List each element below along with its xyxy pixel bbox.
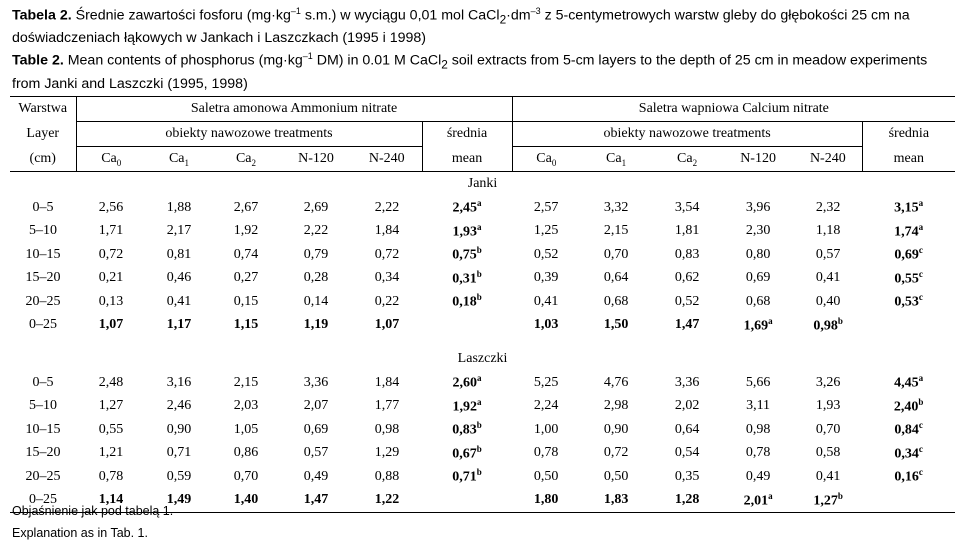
- ammonium-value-cell: 0,72: [98, 246, 124, 262]
- ammonium-value-cell: 0,34: [374, 270, 400, 286]
- significance-letter: b: [476, 443, 482, 454]
- calcium-value-cell: 2,30: [745, 223, 771, 239]
- significance-letter: c: [918, 467, 923, 478]
- significance-letter: b: [837, 315, 843, 326]
- significance-letter: c: [918, 420, 923, 431]
- header-treatment-calcium-4: [794, 147, 862, 172]
- treatment-subscript: 2: [692, 157, 698, 168]
- treatment-code: N-240: [368, 151, 405, 166]
- header-mean-en-ammonium: mean: [422, 147, 512, 172]
- calcium-value-cell: 0,64: [603, 270, 629, 286]
- calcium-value-cell: 0,49: [745, 468, 771, 484]
- value-text: 2,01: [743, 493, 769, 509]
- calcium-value-cell: 2,15: [603, 223, 629, 239]
- ammonium-value-cell: 0,88: [374, 468, 400, 484]
- calcium-total-cell: [794, 489, 862, 513]
- calcium-value-cell: 0,83: [674, 246, 700, 262]
- caption-text-polish-a: Średnie zawartości fosforu (mg·kg: [71, 7, 291, 24]
- ammonium-value-cell: 1,92: [233, 223, 259, 239]
- ammonium-value-cell: 0,86: [233, 445, 259, 461]
- calcium-value-cell: 1,81: [674, 223, 700, 239]
- caption-text-polish-c: ·dm: [506, 7, 531, 24]
- value-text: 0,53: [894, 295, 919, 311]
- value-text: 4,45: [894, 376, 919, 392]
- significance-letter: a: [477, 198, 482, 209]
- treatment-subscript: 1: [621, 157, 627, 168]
- ammonium-value-cell: 1,29: [374, 445, 400, 461]
- calcium-value-cell: 0,52: [533, 246, 559, 262]
- group-title: Laszczki: [457, 351, 508, 366]
- ammonium-total-cell: 1,49: [146, 489, 212, 513]
- table-row: [10, 220, 955, 244]
- ammonium-value-cell: 2,15: [233, 374, 259, 390]
- header-mean-en-calcium: mean: [862, 147, 955, 172]
- ammonium-mean-cell: [422, 371, 512, 395]
- value-text: 0,31: [452, 271, 477, 287]
- value-text: 1,83: [603, 492, 629, 508]
- ammonium-value-cell: 0,69: [303, 421, 329, 437]
- significance-letter: c: [918, 268, 923, 279]
- significance-letter: b: [918, 396, 924, 407]
- ammonium-value-cell: 1,71: [98, 223, 124, 239]
- ammonium-value-cell: 0,57: [303, 445, 329, 461]
- calcium-value-cell: 3,32: [603, 199, 629, 215]
- value-text: 1,28: [674, 492, 700, 508]
- ammonium-mean-cell: [422, 418, 512, 442]
- ammonium-value-cell: 0,98: [374, 421, 400, 437]
- calcium-value-cell: 1,00: [533, 421, 559, 437]
- calcium-value-cell: 0,78: [533, 445, 559, 461]
- calcium-total-cell: [652, 314, 722, 338]
- ammonium-value-cell: 1,77: [374, 398, 400, 414]
- significance-letter: c: [918, 443, 923, 454]
- header-treatment-calcium-3: [722, 147, 794, 172]
- group-title: Janki: [467, 176, 498, 191]
- treatment-code: Ca: [536, 150, 552, 166]
- ammonium-total-mean-empty: [422, 489, 512, 513]
- ammonium-value-cell: 1,27: [98, 398, 124, 414]
- value-text: 0,69: [894, 248, 919, 264]
- calcium-value-cell: 3,26: [815, 374, 841, 390]
- ammonium-value-cell: 0,15: [233, 293, 259, 309]
- calcium-value-cell: 0,68: [603, 293, 629, 309]
- header-treatment-calcium-2: [652, 147, 722, 172]
- note-english: Explanation as in Tab. 1.: [12, 526, 148, 540]
- calcium-value-cell: 0,80: [745, 246, 771, 262]
- significance-letter: a: [918, 198, 924, 209]
- value-text: 3,15: [894, 201, 919, 217]
- ammonium-value-cell: 0,90: [166, 421, 192, 437]
- calcium-value-cell: 0,39: [533, 270, 559, 286]
- treatment-code: N-240: [809, 151, 846, 166]
- treatment-code: N-120: [298, 151, 334, 166]
- significance-letter: a: [918, 221, 924, 232]
- table-caption-polish: [12, 2, 956, 47]
- significance-letter: b: [476, 245, 482, 256]
- header-treatment-ammonium-1: [146, 147, 212, 172]
- ammonium-total-cell: 1,07: [374, 317, 400, 333]
- ammonium-value-cell: 3,36: [303, 374, 329, 390]
- ammonium-value-cell: 1,84: [374, 223, 400, 239]
- ammonium-mean-cell: [422, 220, 512, 244]
- calcium-value-cell: 4,76: [603, 374, 629, 390]
- ammonium-total-cell: 1,14: [76, 489, 146, 513]
- ammonium-value-cell: 0,78: [98, 468, 124, 484]
- ammonium-value-cell: 0,41: [166, 293, 192, 309]
- significance-letter: a: [768, 315, 773, 326]
- header-group-calcium: Saletra wapniowa Calcium nitrate: [512, 97, 955, 122]
- ammonium-mean-cell: [422, 243, 512, 267]
- significance-letter: a: [477, 396, 482, 407]
- calcium-total-cell: [512, 489, 580, 513]
- calcium-value-cell: 0,72: [603, 445, 629, 461]
- layer-cell: 0–5: [32, 374, 54, 390]
- header-mean-pl-calcium: średnia: [888, 126, 930, 142]
- header-treatment-calcium-0: [512, 147, 580, 172]
- table-body: [10, 97, 955, 513]
- calcium-value-cell: 0,70: [815, 421, 841, 437]
- table-row: [10, 442, 955, 466]
- value-text: 1,50: [603, 317, 629, 333]
- ammonium-mean-cell: [422, 442, 512, 466]
- calcium-value-cell: 0,57: [815, 246, 841, 262]
- ammonium-value-cell: 2,07: [303, 398, 329, 414]
- calcium-value-cell: 2,02: [674, 398, 700, 414]
- spacer-cell: [10, 337, 955, 347]
- value-text: 0,84: [894, 423, 919, 439]
- calcium-value-cell: 2,98: [603, 398, 629, 414]
- value-text: 0,16: [894, 470, 919, 486]
- ammonium-value-cell: 0,46: [166, 270, 192, 286]
- value-text: 0,75: [452, 248, 477, 264]
- ammonium-value-cell: 0,27: [233, 270, 259, 286]
- ammonium-total-cell: 1,17: [166, 317, 192, 333]
- calcium-mean-cell: [862, 465, 955, 489]
- ammonium-value-cell: 0,22: [374, 293, 400, 309]
- calcium-value-cell: 0,90: [603, 421, 629, 437]
- caption-subscript-english: 2: [441, 57, 448, 72]
- calcium-value-cell: 1,18: [815, 223, 841, 239]
- header-treatment-calcium-1: [580, 147, 652, 172]
- calcium-value-cell: 1,93: [815, 398, 841, 414]
- ammonium-value-cell: 2,56: [98, 199, 124, 215]
- significance-letter: b: [476, 268, 482, 279]
- ammonium-value-cell: 2,22: [374, 199, 400, 215]
- header-layer-unit: (cm): [10, 147, 76, 172]
- calcium-value-cell: 3,96: [745, 199, 771, 215]
- table-row: [10, 243, 955, 267]
- table-row: [10, 196, 955, 220]
- calcium-mean-cell: [862, 267, 955, 291]
- ammonium-value-cell: 0,72: [374, 246, 400, 262]
- header-treatment-ammonium-2: [212, 147, 280, 172]
- calcium-total-cell: [580, 314, 652, 338]
- treatment-code: Ca: [235, 150, 252, 166]
- ammonium-value-cell: 3,16: [166, 374, 192, 390]
- layer-cell: 0–5: [32, 199, 54, 215]
- ammonium-value-cell: 2,46: [166, 398, 192, 414]
- header-layer-en: Layer: [10, 122, 76, 147]
- table-notes: [12, 500, 173, 544]
- ammonium-mean-cell: [422, 267, 512, 291]
- ammonium-total-cell: 1,47: [280, 489, 352, 513]
- significance-letter: a: [477, 221, 482, 232]
- calcium-mean-cell: [862, 290, 955, 314]
- caption-superscript-polish-2: –3: [530, 6, 541, 16]
- header-treatment-ammonium-3: [280, 147, 352, 172]
- table-row: [10, 395, 955, 419]
- table-caption-english: [12, 47, 956, 94]
- value-text: 1,47: [674, 317, 700, 333]
- ammonium-value-cell: 1,05: [233, 421, 259, 437]
- calcium-value-cell: 0,41: [533, 293, 559, 309]
- caption-text-polish-d: z 5-centymetrowych warstw gleby do głębokości 25 cm na doświadczeniach łąkowych w Jankach i Laszczkach (1995 i 1998): [12, 7, 910, 46]
- ammonium-value-cell: 0,49: [303, 468, 329, 484]
- calcium-value-cell: 0,69: [745, 270, 771, 286]
- header-layer-pl: Warstwa: [10, 97, 76, 122]
- significance-letter: a: [768, 490, 773, 501]
- value-text: 1,27: [813, 493, 838, 509]
- calcium-value-cell: 0,62: [674, 270, 700, 286]
- layer-cell: 5–10: [29, 223, 57, 239]
- calcium-mean-cell: [862, 243, 955, 267]
- layer-cell: 5–10: [29, 398, 57, 414]
- header-row-3: [10, 147, 955, 172]
- treatment-subscript: 0: [116, 157, 122, 168]
- calcium-value-cell: 1,25: [533, 223, 559, 239]
- layer-cell: 20–25: [25, 468, 61, 484]
- value-text: 0,34: [894, 446, 919, 462]
- calcium-mean-cell: [862, 418, 955, 442]
- caption-text-english-c: soil extracts from 5-cm layers to the depth of 25 cm in meadow experiments from Janki and Laszczki (1995, 1998): [12, 52, 928, 92]
- treatment-subscript: 0: [551, 157, 557, 168]
- treatment-subscript: 1: [184, 157, 190, 168]
- note-polish: Objaśnienie jak pod tabelą 1.: [12, 504, 174, 518]
- total-row: [10, 314, 955, 338]
- caption-superscript-english: –1: [302, 51, 313, 61]
- treatment-code: Ca: [606, 150, 622, 166]
- calcium-value-cell: 0,41: [815, 270, 841, 286]
- value-text: 1,93: [452, 224, 478, 240]
- value-text: 0,67: [452, 446, 477, 462]
- calcium-total-cell: [794, 314, 862, 338]
- ammonium-value-cell: 2,69: [303, 199, 329, 215]
- header-mean-pl-ammonium: średnia: [422, 122, 512, 147]
- calcium-mean-cell: [862, 395, 955, 419]
- ammonium-total-cell: 1,07: [98, 317, 124, 333]
- calcium-total-mean-empty: [862, 314, 955, 338]
- caption-text-english-b: DM) in 0.01 M CaCl: [312, 52, 442, 69]
- ammonium-value-cell: 1,21: [98, 445, 124, 461]
- caption-text-polish-b: s.m.) w wyciągu 0,01 mol CaCl: [300, 7, 500, 24]
- ammonium-value-cell: 0,55: [98, 421, 124, 437]
- group-title-row: [10, 347, 955, 371]
- spacer-row: [10, 337, 955, 347]
- calcium-value-cell: 0,68: [745, 293, 771, 309]
- calcium-total-mean-empty: [862, 489, 955, 513]
- calcium-value-cell: 2,32: [815, 199, 841, 215]
- ammonium-value-cell: 0,21: [98, 270, 124, 286]
- significance-letter: b: [476, 292, 482, 303]
- ammonium-mean-cell: [422, 290, 512, 314]
- ammonium-value-cell: 0,14: [303, 293, 329, 309]
- table-row: [10, 418, 955, 442]
- header-row-1: [10, 97, 955, 122]
- phosphorus-table: [10, 96, 955, 513]
- value-text: 0,55: [894, 271, 919, 287]
- calcium-value-cell: 3,11: [746, 398, 771, 414]
- ammonium-value-cell: 0,74: [233, 246, 259, 262]
- value-text: 0,98: [813, 318, 838, 334]
- calcium-mean-cell: [862, 220, 955, 244]
- layer-cell: 20–25: [25, 293, 61, 309]
- ammonium-mean-cell: [422, 465, 512, 489]
- header-group-ammonium: Saletra amonowa Ammonium nitrate: [76, 97, 512, 122]
- calcium-value-cell: 0,98: [745, 421, 771, 437]
- value-text: 1,80: [533, 492, 559, 508]
- ammonium-mean-cell: [422, 196, 512, 220]
- calcium-value-cell: 0,35: [674, 468, 700, 484]
- ammonium-value-cell: 0,28: [303, 270, 329, 286]
- calcium-value-cell: 0,70: [603, 246, 629, 262]
- value-text: 1,92: [452, 399, 478, 415]
- treatment-code: Ca: [677, 150, 693, 166]
- ammonium-total-mean-empty: [422, 314, 512, 338]
- significance-letter: c: [918, 292, 923, 303]
- ammonium-value-cell: 1,84: [374, 374, 400, 390]
- value-text: 1,69: [743, 318, 769, 334]
- treatment-subscript: 2: [251, 157, 257, 168]
- calcium-value-cell: 2,57: [533, 199, 559, 215]
- significance-letter: a: [918, 373, 924, 384]
- ammonium-total-cell: 1,40: [212, 489, 280, 513]
- ammonium-value-cell: 2,17: [166, 223, 192, 239]
- calcium-value-cell: 0,64: [674, 421, 700, 437]
- ammonium-value-cell: 0,81: [166, 246, 192, 262]
- table-row: [10, 465, 955, 489]
- calcium-mean-cell: [862, 196, 955, 220]
- layer-cell: 0–25: [29, 317, 57, 333]
- ammonium-value-cell: 0,79: [303, 246, 329, 262]
- header-treatments-ammonium: obiekty nawozowe treatments: [76, 122, 422, 147]
- significance-letter: c: [918, 245, 923, 256]
- calcium-total-cell: [722, 489, 794, 513]
- value-text: 2,40: [893, 399, 919, 415]
- value-text: 0,18: [452, 295, 477, 311]
- calcium-value-cell: 0,78: [745, 445, 771, 461]
- calcium-mean-cell: [862, 371, 955, 395]
- caption-text-english-a: Mean contents of phosphorus (mg·kg: [63, 52, 303, 69]
- calcium-value-cell: 0,50: [533, 468, 559, 484]
- layer-cell: 15–20: [25, 270, 61, 286]
- treatment-code: N-120: [740, 151, 776, 166]
- value-text: 2,60: [452, 376, 478, 392]
- value-text: 1,74: [894, 224, 919, 240]
- ammonium-value-cell: 0,70: [233, 468, 259, 484]
- calcium-value-cell: 0,58: [815, 445, 841, 461]
- ammonium-value-cell: 2,03: [233, 398, 259, 414]
- caption-label-polish: Tabela 2.: [12, 7, 72, 24]
- header-treatment-ammonium-4: [352, 147, 422, 172]
- ammonium-total-cell: 1,15: [233, 317, 259, 333]
- ammonium-total-cell: 1,19: [303, 317, 329, 333]
- header-treatment-ammonium-0: [76, 147, 146, 172]
- header-treatments-calcium: obiekty nawozowe treatments: [512, 122, 862, 147]
- ammonium-value-cell: 2,22: [303, 223, 329, 239]
- calcium-value-cell: 0,52: [674, 293, 700, 309]
- calcium-total-cell: [580, 489, 652, 513]
- ammonium-value-cell: 0,71: [166, 445, 192, 461]
- table-row: [10, 371, 955, 395]
- caption-subscript-polish: 2: [499, 12, 507, 27]
- calcium-value-cell: 5,25: [533, 374, 559, 390]
- value-text: 1,03: [533, 317, 559, 333]
- treatment-code: Ca: [101, 150, 117, 166]
- ammonium-total-cell: 1,22: [352, 489, 422, 513]
- value-text: 0,83: [452, 423, 477, 439]
- calcium-mean-cell: [862, 442, 955, 466]
- value-text: 2,45: [452, 201, 478, 217]
- calcium-value-cell: 0,40: [815, 293, 841, 309]
- significance-letter: a: [477, 373, 482, 384]
- significance-letter: b: [837, 490, 843, 501]
- layer-cell: 10–15: [25, 421, 61, 437]
- ammonium-value-cell: 2,48: [98, 374, 124, 390]
- calcium-value-cell: 5,66: [745, 374, 771, 390]
- group-title-row: [10, 172, 955, 197]
- table-row: [10, 267, 955, 291]
- caption-label-english: Table 2.: [12, 52, 64, 69]
- calcium-value-cell: 2,24: [533, 398, 559, 414]
- ammonium-value-cell: 2,67: [233, 199, 259, 215]
- calcium-value-cell: 0,50: [603, 468, 629, 484]
- header-row-2: [10, 122, 955, 147]
- layer-cell: 15–20: [25, 445, 61, 461]
- value-text: 0,71: [452, 470, 477, 486]
- significance-letter: b: [476, 420, 482, 431]
- calcium-value-cell: 0,41: [815, 468, 841, 484]
- significance-letter: b: [476, 467, 482, 478]
- ammonium-value-cell: 0,13: [98, 293, 124, 309]
- calcium-value-cell: 3,36: [674, 374, 700, 390]
- table-row: [10, 290, 955, 314]
- treatment-code: Ca: [168, 150, 185, 166]
- calcium-total-cell: [722, 314, 794, 338]
- calcium-value-cell: 3,54: [674, 199, 700, 215]
- calcium-total-cell: [652, 489, 722, 513]
- calcium-value-cell: 0,54: [674, 445, 700, 461]
- ammonium-mean-cell: [422, 395, 512, 419]
- calcium-total-cell: [512, 314, 580, 338]
- ammonium-value-cell: 1,88: [166, 199, 192, 215]
- layer-cell: 0–25: [10, 489, 76, 513]
- caption-superscript-polish: –1: [290, 6, 301, 16]
- layer-cell: 10–15: [25, 246, 61, 262]
- ammonium-value-cell: 0,59: [166, 468, 192, 484]
